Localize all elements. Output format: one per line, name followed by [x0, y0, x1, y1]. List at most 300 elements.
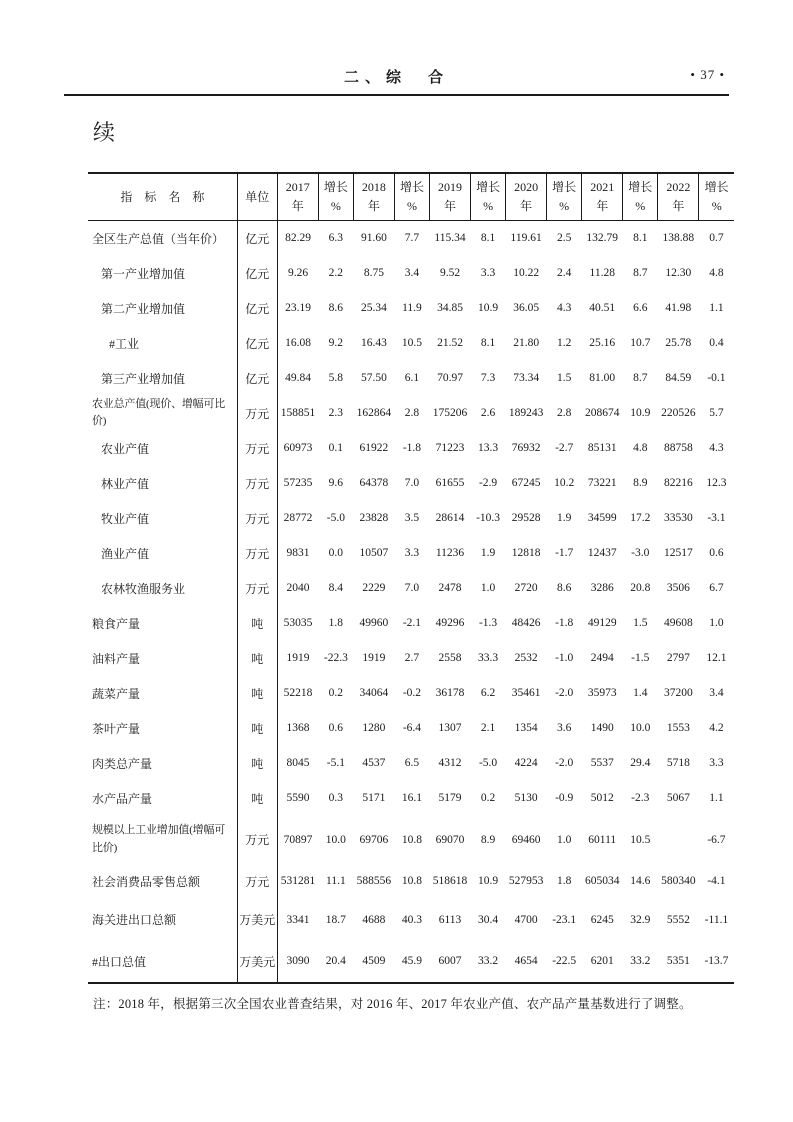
growth-cell: 0.7 [709, 232, 724, 245]
value-cell: 29528 [511, 512, 541, 524]
value-cell: 71223 [435, 442, 465, 454]
growth-cell: -1.5 [631, 652, 650, 664]
growth-cell: -0.9 [555, 792, 574, 804]
growth-cell: -1.0 [555, 652, 574, 664]
growth-cell: 5.8 [328, 372, 344, 384]
growth-cell: 11.9 [402, 302, 422, 314]
value-cell: 41.98 [665, 302, 692, 314]
growth-cell: -2.9 [478, 477, 498, 489]
value-cell: 4509 [362, 955, 386, 967]
value-cell: 57.50 [360, 372, 387, 384]
unit-cell: 万元 [237, 466, 277, 501]
growth-cell: 0.4 [709, 337, 724, 349]
indicator-name: 规模以上工业增加值(增幅可比价) [88, 816, 237, 864]
table-row [88, 501, 734, 536]
unit-cell: 吨 [237, 711, 277, 746]
value-cell: 6245 [590, 913, 614, 926]
unit-cell: 吨 [237, 746, 277, 781]
table-row [88, 291, 734, 326]
indicator-name: 海关进出口总额 [88, 899, 237, 941]
unit-cell: 万美元 [237, 899, 277, 941]
growth-cell: 20.8 [630, 582, 651, 594]
table-row [88, 221, 734, 256]
growth-cell: 32.9 [630, 913, 651, 926]
growth-cell: 10.9 [478, 302, 499, 314]
unit-cell: 万元 [237, 536, 277, 571]
value-cell: 12437 [587, 547, 617, 559]
growth-cell: 10.9 [630, 407, 651, 419]
growth-cell: 0.3 [328, 792, 344, 804]
indicator-name: 农林牧渔服务业 [88, 571, 237, 606]
growth-cell: 10.8 [401, 875, 423, 887]
value-cell: 81.00 [589, 372, 616, 384]
growth-cell: 29.4 [630, 757, 651, 769]
growth-cell: 3.6 [556, 722, 572, 734]
value-cell: 1307 [438, 722, 462, 734]
table-body [88, 221, 734, 983]
growth-cell: 6.5 [404, 757, 420, 769]
header-year-2021: 2021 年 [582, 173, 623, 221]
table-row [88, 781, 734, 816]
value-cell: 5067 [666, 792, 690, 804]
growth-cell: 11.1 [326, 875, 346, 887]
table-row [88, 431, 734, 466]
value-cell: 73.34 [513, 372, 540, 384]
growth-cell: -3.1 [707, 512, 726, 524]
growth-cell: 18.7 [325, 913, 346, 926]
unit-cell: 万元 [237, 816, 277, 864]
value-cell: 9.52 [439, 267, 461, 279]
growth-cell: -2.7 [555, 442, 574, 454]
growth-cell: -5.0 [326, 512, 345, 524]
unit-cell: 万美元 [237, 941, 277, 983]
value-cell: 12.30 [665, 267, 692, 279]
value-cell: 6113 [438, 913, 462, 926]
growth-cell: 3.5 [404, 512, 420, 524]
growth-cell: 6.3 [328, 232, 344, 245]
value-cell: 64378 [359, 477, 389, 489]
continued-label: 续 [93, 120, 116, 145]
value-cell: 1919 [286, 652, 310, 664]
header-year-2022: 2022 年 [658, 173, 699, 221]
value-cell: 23.19 [285, 302, 311, 314]
growth-cell: -1.8 [555, 617, 574, 629]
value-cell: 4537 [362, 757, 386, 769]
growth-cell: 12.1 [706, 652, 727, 664]
indicator-name: 全区生产总值（当年价） [88, 221, 237, 256]
unit-cell: 万元 [237, 864, 277, 899]
growth-cell: -10.3 [476, 512, 501, 524]
growth-cell: 0.1 [328, 442, 344, 454]
growth-cell: 6.2 [480, 687, 496, 699]
indicator-name: 第一产业增加值 [88, 256, 237, 291]
value-cell: 11236 [435, 547, 465, 559]
value-cell: 3286 [590, 582, 614, 594]
table-row [88, 864, 734, 899]
value-cell: 1354 [514, 722, 538, 734]
growth-cell: 1.9 [556, 512, 572, 524]
value-cell: 16.08 [285, 337, 311, 349]
value-cell: 2478 [438, 582, 462, 594]
growth-cell: 8.7 [633, 372, 648, 384]
growth-cell: 10.5 [630, 833, 651, 846]
value-cell: 1490 [590, 722, 614, 734]
growth-cell: -1.7 [555, 547, 574, 559]
growth-cell: 8.9 [633, 477, 648, 489]
value-cell: 2720 [514, 582, 538, 594]
growth-cell: 30.4 [478, 913, 499, 926]
value-cell: 34064 [359, 687, 389, 699]
value-cell: 5171 [362, 792, 386, 804]
growth-cell: 2.7 [404, 652, 420, 664]
growth-cell: 6.1 [404, 372, 420, 384]
value-cell: 5718 [666, 757, 690, 769]
value-cell: 36.05 [513, 302, 540, 314]
growth-cell: 1.1 [709, 302, 724, 314]
value-cell: 12818 [511, 547, 541, 559]
unit-cell: 吨 [237, 641, 277, 676]
indicator-name: 油料产量 [88, 641, 237, 676]
value-cell: 2040 [286, 582, 310, 594]
growth-cell: 2.1 [480, 722, 496, 734]
value-cell: 3506 [666, 582, 690, 594]
growth-cell: 12.3 [706, 477, 727, 489]
value-cell: 37200 [663, 687, 693, 699]
growth-cell: 1.0 [709, 617, 724, 629]
growth-cell: -1.3 [478, 617, 498, 629]
value-cell: 5537 [590, 757, 614, 769]
growth-cell: 1.8 [556, 875, 572, 887]
growth-cell: 2.5 [556, 232, 572, 245]
value-cell: 70897 [283, 833, 313, 846]
value-cell: 28772 [283, 512, 313, 524]
growth-cell: 3.4 [709, 687, 724, 699]
value-cell: 4312 [438, 757, 462, 769]
unit-cell: 亿元 [237, 221, 277, 256]
growth-cell: 3.3 [480, 267, 496, 279]
header-growth-2017: 增长 % [318, 173, 353, 221]
growth-cell: -6.4 [402, 722, 422, 734]
value-cell: 35461 [511, 687, 541, 699]
value-cell: 61922 [359, 442, 389, 454]
table-row [88, 326, 734, 361]
growth-cell: 6.6 [633, 302, 648, 314]
growth-cell: 7.7 [404, 232, 420, 245]
value-cell: 16.43 [360, 337, 387, 349]
header-growth-2018: 增长 % [394, 173, 429, 221]
value-cell: 49608 [663, 617, 693, 629]
growth-cell: 2.8 [556, 407, 572, 419]
header-year-2020: 2020 年 [506, 173, 547, 221]
value-cell: 4700 [514, 913, 538, 926]
header-year-2017: 2017 年 [277, 173, 318, 221]
growth-cell: 13.3 [478, 442, 499, 454]
growth-cell: 7.0 [404, 582, 420, 594]
value-cell: 88758 [663, 442, 693, 454]
growth-cell: 10.7 [630, 337, 651, 349]
indicator-name: 渔业产值 [88, 536, 237, 571]
growth-cell: -0.1 [707, 372, 726, 384]
growth-cell: 1.8 [328, 617, 344, 629]
growth-cell: 10.0 [325, 833, 346, 846]
value-cell: 82216 [663, 477, 693, 489]
value-cell: 49296 [435, 617, 465, 629]
growth-cell: 8.7 [633, 267, 648, 279]
growth-cell: 10.5 [401, 337, 423, 349]
value-cell: 531281 [280, 875, 316, 887]
growth-cell: 1.1 [709, 792, 724, 804]
unit-cell: 吨 [237, 606, 277, 641]
value-cell: 28614 [435, 512, 465, 524]
table-row [88, 361, 734, 396]
value-cell: 9831 [286, 547, 310, 559]
value-cell: 11.28 [589, 267, 615, 279]
growth-cell: 40.3 [401, 913, 423, 926]
value-cell: 208674 [584, 407, 620, 419]
value-cell: 580340 [661, 875, 696, 887]
growth-cell: 2.2 [328, 267, 344, 279]
unit-cell: 万元 [237, 396, 277, 431]
value-cell: 73221 [587, 477, 617, 489]
growth-cell: 7.3 [480, 372, 496, 384]
value-cell: 119.61 [510, 232, 542, 245]
value-cell: 10.22 [513, 267, 540, 279]
table-row [88, 816, 734, 864]
growth-cell: -1.8 [402, 442, 422, 454]
unit-cell: 亿元 [237, 361, 277, 396]
value-cell: 189243 [508, 407, 544, 419]
growth-cell: 8.4 [328, 582, 344, 594]
table-row [88, 606, 734, 641]
value-cell: 220526 [661, 407, 696, 419]
growth-cell: -22.5 [552, 955, 577, 967]
value-cell: 158851 [280, 407, 316, 419]
indicator-name: 第三产业增加值 [88, 361, 237, 396]
value-cell: 25.16 [589, 337, 616, 349]
unit-cell: 亿元 [237, 326, 277, 361]
value-cell: 48426 [511, 617, 541, 629]
value-cell: 1919 [362, 652, 386, 664]
growth-cell: 1.2 [556, 337, 572, 349]
value-cell: 53035 [283, 617, 313, 629]
header-year-2019: 2019 年 [429, 173, 470, 221]
growth-cell: -2.1 [402, 617, 422, 629]
value-cell: 2494 [590, 652, 614, 664]
value-cell: 52218 [283, 687, 313, 699]
growth-cell: 6.7 [709, 582, 724, 594]
growth-cell: -5.0 [478, 757, 498, 769]
value-cell: 36178 [435, 687, 465, 699]
value-cell: 12517 [663, 547, 693, 559]
indicator-name: 牧业产值 [88, 501, 237, 536]
value-cell: 5590 [286, 792, 310, 804]
indicator-name: 农业产值 [88, 431, 237, 466]
growth-cell: 8.6 [328, 302, 344, 314]
growth-cell: 8.6 [556, 582, 572, 594]
growth-cell: 33.2 [478, 955, 499, 967]
growth-cell: 9.6 [328, 477, 344, 489]
growth-cell: 7.0 [404, 477, 420, 489]
unit-cell: 吨 [237, 676, 277, 711]
growth-cell: 17.2 [630, 512, 651, 524]
growth-cell: -11.1 [704, 913, 729, 926]
table-row [88, 941, 734, 983]
indicator-name: #出口总值 [88, 941, 237, 983]
unit-cell: 万元 [237, 501, 277, 536]
table-row [88, 676, 734, 711]
value-cell: 5552 [666, 913, 690, 926]
value-cell: 115.34 [434, 232, 466, 245]
table-header-row [88, 173, 734, 221]
growth-cell: -2.0 [555, 757, 574, 769]
value-cell: 70.97 [437, 372, 463, 384]
growth-cell: 10.2 [554, 477, 575, 489]
growth-cell: 3.3 [404, 547, 420, 559]
value-cell: 69070 [435, 833, 465, 846]
value-cell: 3341 [286, 913, 310, 926]
value-cell: 5351 [666, 955, 690, 967]
value-cell: 25.78 [665, 337, 692, 349]
header-growth-2022: 增长 % [699, 173, 734, 221]
growth-cell: 2.8 [404, 407, 420, 419]
value-cell: 61655 [435, 477, 465, 489]
value-cell: 2532 [514, 652, 538, 664]
value-cell: 85131 [587, 442, 617, 454]
unit-cell: 万元 [237, 571, 277, 606]
growth-cell: 3.4 [404, 267, 420, 279]
growth-cell: 3.3 [709, 757, 724, 769]
unit-cell: 万元 [237, 431, 277, 466]
growth-cell: 20.4 [325, 955, 346, 967]
table-row [88, 746, 734, 781]
growth-cell: 33.3 [478, 652, 499, 664]
growth-cell: 10.0 [630, 722, 651, 734]
value-cell: 34.85 [437, 302, 463, 314]
header-indicator: 指 标 名 称 [88, 173, 237, 221]
growth-cell: 4.3 [709, 442, 724, 454]
growth-cell: -6.7 [707, 833, 726, 846]
header-year-2018: 2018 年 [353, 173, 394, 221]
value-cell: 9.26 [287, 267, 309, 279]
table-row [88, 536, 734, 571]
header-growth-2020: 增长 % [547, 173, 582, 221]
unit-cell: 亿元 [237, 256, 277, 291]
growth-cell: 9.2 [328, 337, 344, 349]
growth-cell: 1.0 [556, 833, 572, 846]
growth-cell: 8.1 [480, 232, 496, 245]
value-cell: 57235 [283, 477, 313, 489]
growth-cell: -13.7 [704, 955, 729, 967]
value-cell: 25.34 [360, 302, 387, 314]
value-cell: 2797 [666, 652, 690, 664]
value-cell: 8.75 [363, 267, 384, 279]
table-note: 注：2018 年，根据第三次全国农业普查结果，对 2016 年、2017 年农业产值、农产品产量基数进行了调整。 [93, 997, 692, 1011]
value-cell: 34599 [587, 512, 617, 524]
growth-cell: 8.9 [480, 833, 496, 846]
growth-cell: 1.0 [480, 582, 496, 594]
value-cell: 527953 [508, 875, 544, 887]
growth-cell: 2.3 [328, 407, 344, 419]
indicator-name: #工业 [88, 326, 237, 361]
value-cell: 4654 [514, 955, 538, 967]
indicator-name: 社会消费品零售总额 [88, 864, 237, 899]
growth-cell: 1.5 [633, 617, 648, 629]
table-row [88, 899, 734, 941]
growth-cell: 4.3 [556, 302, 572, 314]
growth-cell: 10.9 [478, 875, 499, 887]
value-cell: 605034 [584, 875, 620, 887]
value-cell: 6201 [590, 955, 614, 967]
value-cell: 3090 [286, 955, 310, 967]
indicator-name: 第二产业增加值 [88, 291, 237, 326]
value-cell: 49960 [359, 617, 389, 629]
value-cell: 60973 [283, 442, 313, 454]
growth-cell: 2.4 [556, 267, 572, 279]
growth-cell: -23.1 [552, 913, 577, 926]
value-cell: 60111 [588, 833, 617, 846]
value-cell: 175206 [432, 407, 468, 419]
running-head [64, 66, 729, 96]
value-cell: 5012 [590, 792, 614, 804]
table-row [88, 256, 734, 291]
growth-cell: 0.2 [480, 792, 496, 804]
growth-cell: 4.8 [709, 267, 724, 279]
value-cell: 162864 [356, 407, 392, 419]
statistics-table [88, 172, 734, 984]
growth-cell: 10.8 [401, 833, 423, 846]
value-cell: 33530 [663, 512, 693, 524]
value-cell: 23828 [359, 512, 389, 524]
value-cell: 40.51 [589, 302, 616, 314]
indicator-name: 肉类总产量 [88, 746, 237, 781]
value-cell: 69706 [359, 833, 389, 846]
header-unit: 单位 [237, 173, 277, 221]
table-row [88, 396, 734, 431]
value-cell: 49.84 [285, 372, 311, 384]
indicator-name: 林业产值 [88, 466, 237, 501]
value-cell: 1553 [666, 722, 690, 734]
value-cell: 67245 [511, 477, 541, 489]
value-cell: 35973 [587, 687, 617, 699]
value-cell: 82.29 [285, 232, 311, 245]
value-cell: 2558 [438, 652, 462, 664]
growth-cell: 33.2 [630, 955, 651, 967]
growth-cell: 4.8 [633, 442, 648, 454]
growth-cell: 2.6 [480, 407, 496, 419]
value-cell: 8045 [286, 757, 310, 769]
value-cell: 76932 [511, 442, 541, 454]
growth-cell: 1.5 [556, 372, 572, 384]
table-row [88, 466, 734, 501]
growth-cell: 8.1 [480, 337, 496, 349]
growth-cell: 14.6 [630, 875, 651, 887]
table-row [88, 711, 734, 746]
growth-cell: 8.1 [633, 232, 648, 245]
indicator-name: 农业总产值(现价、增幅可比价) [88, 396, 237, 431]
unit-cell: 吨 [237, 781, 277, 816]
growth-cell: 5.7 [709, 407, 724, 419]
growth-cell: 0.6 [709, 547, 724, 559]
growth-cell: 16.1 [401, 792, 423, 804]
growth-cell: -0.2 [402, 687, 422, 699]
growth-cell: 1.4 [633, 687, 648, 699]
indicator-name: 粮食产量 [88, 606, 237, 641]
indicator-name: 茶叶产量 [88, 711, 237, 746]
growth-cell: 1.9 [480, 547, 496, 559]
growth-cell: -4.1 [707, 875, 726, 887]
value-cell: 138.88 [662, 232, 695, 245]
value-cell: 5179 [438, 792, 462, 804]
